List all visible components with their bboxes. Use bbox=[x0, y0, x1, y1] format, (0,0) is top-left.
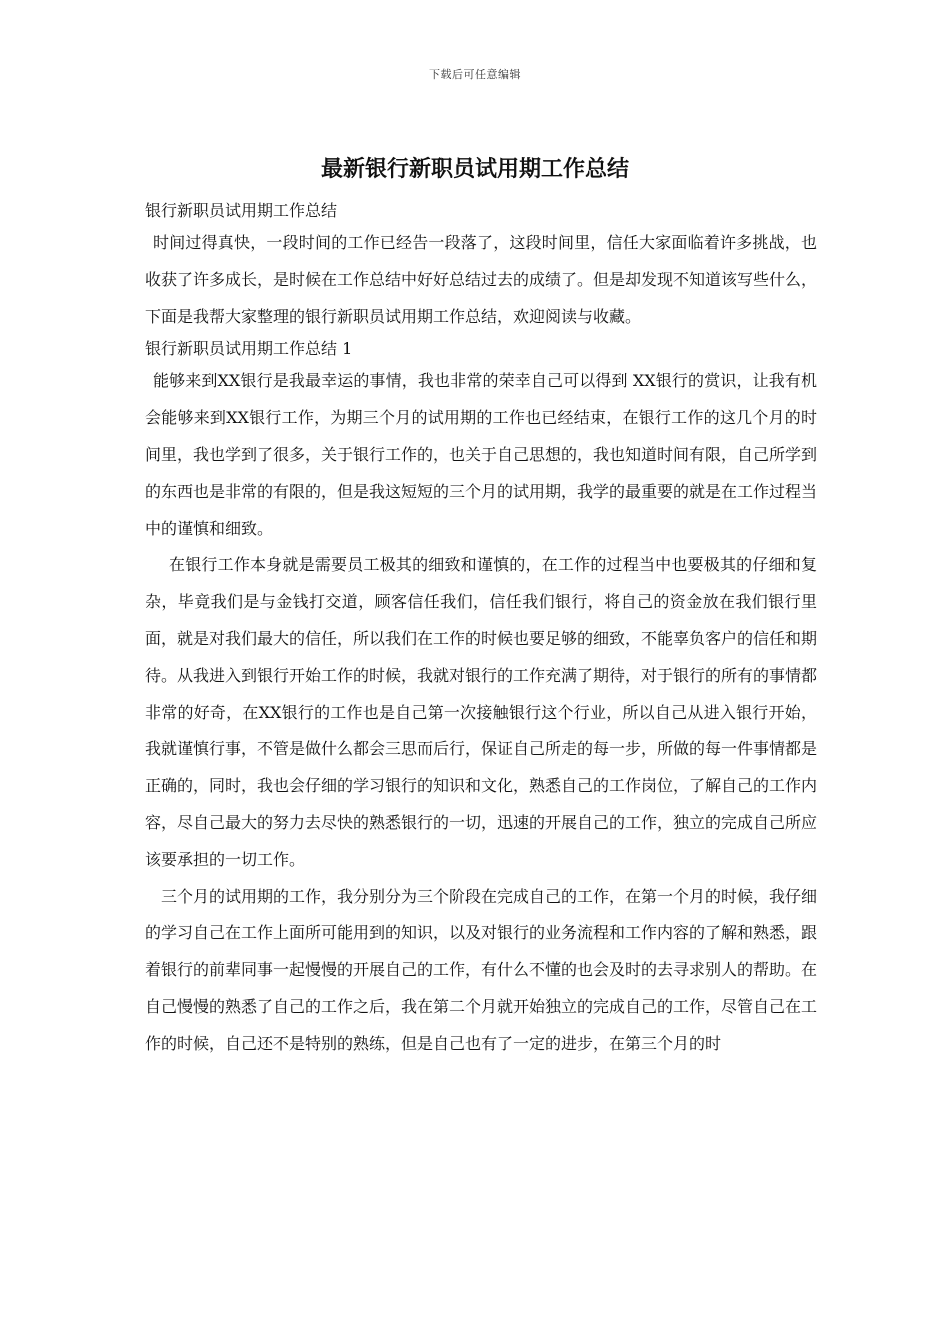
document-subtitle: 银行新职员试用期工作总结 bbox=[145, 201, 338, 220]
intro-paragraph: 时间过得真快，一段时间的工作已经告一段落了，这段时间里，信任大家面临着许多挑战，也收获了许多成长，是时候在工作总结中好好总结过去的成绩了。但是却发现不知道该写些什么，下面是我帮大家整理的银行新职员试用期工作总结，欢迎阅读与收藏。 bbox=[145, 233, 818, 326]
document-body bbox=[145, 197, 817, 1063]
header-note: 下载后可任意编辑 bbox=[429, 68, 521, 81]
body-paragraph-1: 能够来到XX银行是我最幸运的事情，我也非常的荣幸自己可以得到 XX银行的赏识，让我有机会能够来到XX银行工作，为期三个月的试用期的工作也已经结束，在银行工作的这几个月的时间里，我也学到了很多，关于银行工作的，也关于自己思想的，我也知道时间有限，自己所学到的东西也是非常的有限的，但是我这短短的三个月的试用期，我学的最重要的就是在工作过程当中的谨慎和细致。 bbox=[145, 371, 818, 538]
body-paragraph-3: 三个月的试用期的工作，我分别分为三个阶段在完成自己的工作，在第一个月的时候，我仔细的学习自己在工作上面所可能用到的知识，以及对银行的业务流程和工作内容的了解和熟悉，跟着银行的前辈同事一起慢慢的开展自己的工作，有什么不懂的也会及时的去寻求别人的帮助。在自己慢慢的熟悉了自己的工作之后，我在第二个月就开始独立的完成自己的工作，尽管自己在工作的时候，自己还不是特别的熟练，但是自己也有了一定的进步，在第三个月的时 bbox=[145, 886, 818, 1053]
section-heading: 银行新职员试用期工作总结 1 bbox=[145, 339, 353, 359]
document-title: 最新银行新职员试用期工作总结 bbox=[320, 156, 629, 182]
body-paragraph-2: 在银行工作本身就是需要员工极其的细致和谨慎的，在工作的过程当中也要极其的仔细和复杂，毕竟我们是与金钱打交道，顾客信任我们，信任我们银行，将自己的资金放在我们银行里面，就是对我们最大的信任，所以我们在工作的时候也要足够的细致，不能辜负客户的信任和期待。从我进入到银行开始工作的时候，我就对银行的工作充满了期待，对于银行的所有的事情都非常的好奇，在XX银行的工作也是自己第一次接触银行这个行业，所以自己从进入银行开始，我就谨慎行事，不管是做什么都会三思而后行，保证自己所走的每一步，所做的每一件事情都是正确的，同时，我也会仔细的学习银行的知识和文化，熟悉自己的工作岗位，了解自己的工作内容，尽自己最大的努力去尽快的熟悉银行的一切，迅速的开展自己的工作，独立的完成自己所应该要承担的一切工作。 bbox=[145, 555, 818, 869]
